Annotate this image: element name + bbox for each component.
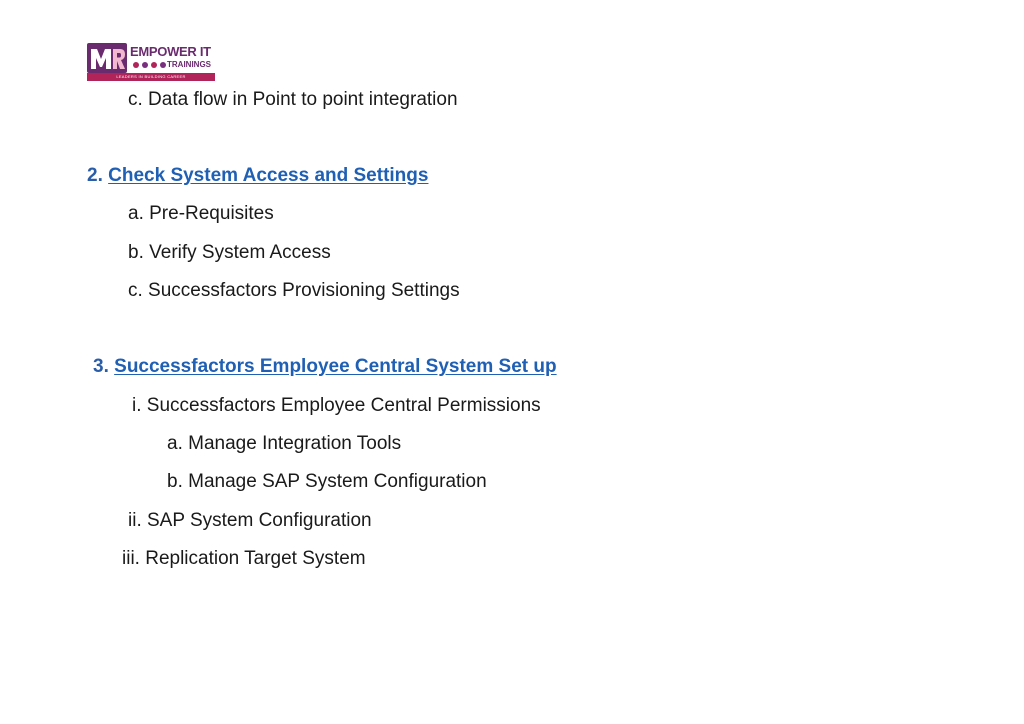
section-3-number: 3. [93, 356, 109, 377]
outline-item-2b: b. Verify System Access [128, 242, 331, 263]
outline-item-1c: c. Data flow in Point to point integration [128, 89, 458, 110]
logo-dot [133, 62, 139, 68]
section-3-heading [93, 355, 557, 379]
outline-item-3iii: iii. Replication Target System [122, 548, 366, 569]
logo-dot [151, 62, 157, 68]
section-3-link[interactable]: Successfactors Employee Central System Set up [114, 356, 557, 377]
section-2-number: 2. [87, 165, 103, 186]
logo-dots [133, 62, 166, 70]
outline-item-3ia: a. Manage Integration Tools [167, 433, 402, 454]
outline-item-3ii: ii. SAP System Configuration [128, 510, 372, 531]
outline-item-2a: a. Pre-Requisites [128, 203, 274, 224]
logo-tagline: LEADERS IN BUILDING CAREER [87, 73, 215, 81]
logo-dot [160, 62, 166, 68]
section-2-heading [87, 164, 428, 188]
outline-item-2c: c. Successfactors Provisioning Settings [128, 280, 460, 301]
logo-title: EMPOWER IT [130, 44, 211, 59]
outline-item-3ib: b. Manage SAP System Configuration [167, 471, 487, 492]
outline-item-3i: i. Successfactors Employee Central Permissions [132, 395, 541, 416]
company-logo [87, 43, 215, 81]
logo-subtitle: TRAININGS [167, 60, 211, 69]
logo-dot [142, 62, 148, 68]
section-2-link[interactable]: Check System Access and Settings [108, 165, 429, 186]
